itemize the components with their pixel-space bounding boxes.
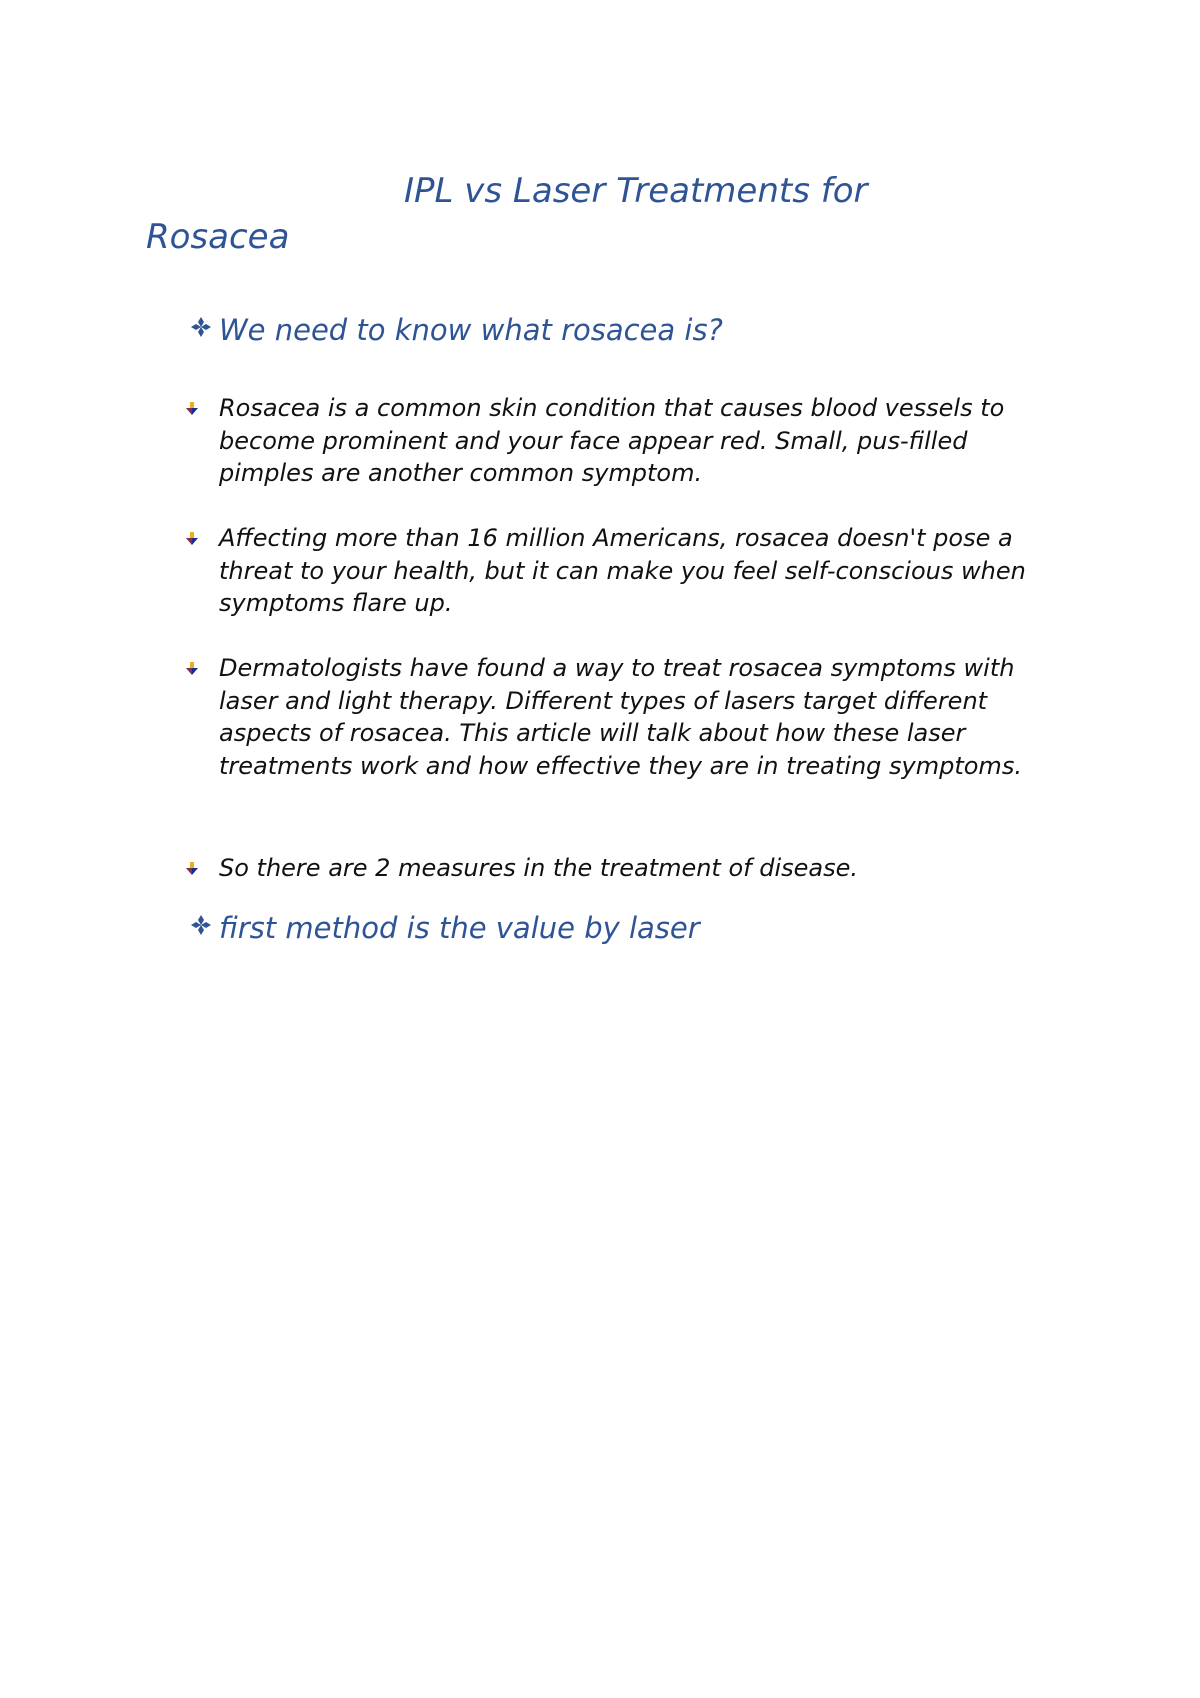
- diamond-bullet-icon: [189, 907, 219, 947]
- list-item: [185, 852, 1065, 885]
- section-heading-rosacea: [189, 310, 723, 352]
- section-heading-text: We need to know what rosacea is?: [219, 313, 723, 347]
- diamond-bullet-icon: [189, 309, 219, 349]
- arrow-bullet-icon: [185, 532, 199, 546]
- document-title: IPL vs Laser Treatments for Rosacea: [146, 171, 868, 257]
- section-heading-laser: [189, 908, 700, 950]
- list-item-text: So there are 2 measures in the treatment of disease.: [219, 854, 859, 882]
- list-item: [185, 652, 1065, 782]
- list-item: [185, 522, 1065, 620]
- section-heading-text: first method is the value by laser: [219, 911, 700, 945]
- list-item: [185, 392, 1065, 490]
- arrow-bullet-icon: [185, 662, 199, 676]
- arrow-bullet-icon: [185, 862, 199, 876]
- arrow-bullet-icon: [185, 402, 199, 416]
- list-item-text: Rosacea is a common skin condition that causes blood vessels to become prominent and your face appear red. Small, pus-filled pimples are another common symptom.: [219, 394, 1005, 487]
- list-item-text: Affecting more than 16 million Americans, rosacea doesn't pose a threat to your health, but it can make you feel self-conscious when symptoms flare up.: [219, 524, 1026, 617]
- list-item-text: Dermatologists have found a way to treat rosacea symptoms with laser and light therapy. Different types of lasers target different aspects of rosacea. This article will talk about how these laser treatments work and how effective they are in treating symptoms.: [219, 654, 1022, 780]
